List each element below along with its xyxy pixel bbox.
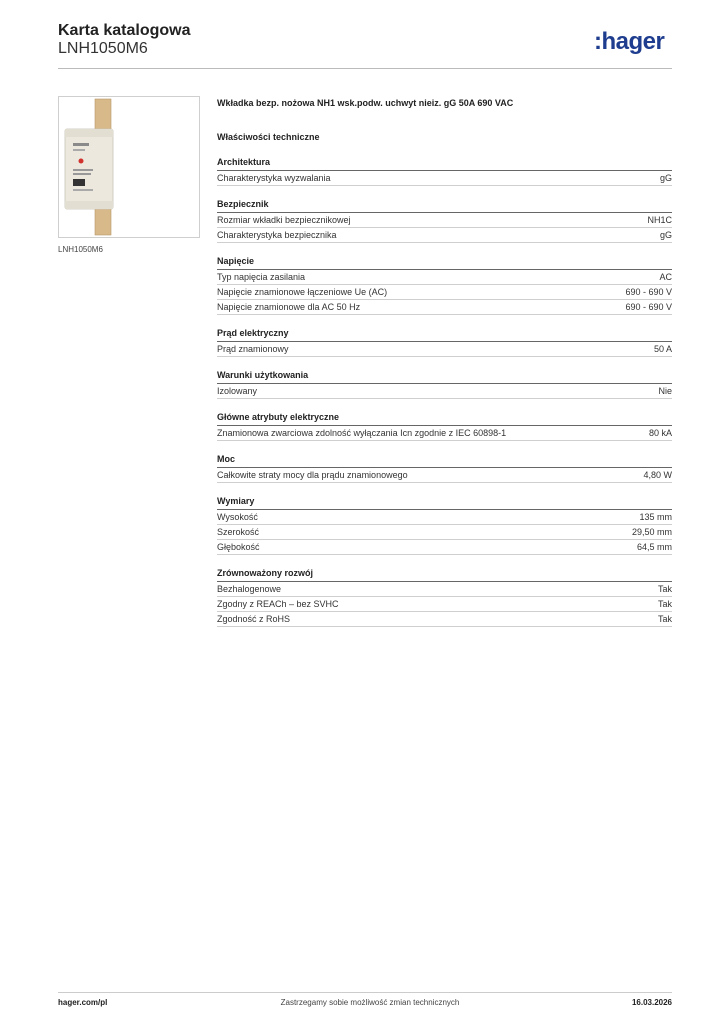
property-value: 4,80 W [643,470,672,480]
property-row [217,285,672,300]
group-title: Napięcie [217,255,672,270]
property-label: Wysokość [217,512,258,522]
property-value: 690 - 690 V [625,287,672,297]
group-title: Bezpiecznik [217,198,672,213]
property-label: Charakterystyka bezpiecznika [217,230,337,240]
property-label: Bezhalogenowe [217,584,282,594]
property-value: NH1C [647,215,672,225]
property-row [217,171,672,186]
section-title: Właściwości techniczne [217,132,320,142]
property-label: Zgodny z REACh – bez SVHC [217,599,339,609]
property-label: Prąd znamionowy [217,344,289,354]
group-title: Główne atrybuty elektryczne [217,411,672,426]
group-title: Warunki użytkowania [217,369,672,384]
property-row [217,510,672,525]
product-description: Wkładka bezp. nożowa NH1 wsk.podw. uchwyt nieiz. gG 50A 690 VAC [217,98,514,108]
property-row [217,597,672,612]
property-value: 50 A [653,344,672,354]
property-row [217,213,672,228]
property-label: Napięcie znamionowe dla AC 50 Hz [217,302,361,312]
property-row [217,540,672,555]
header-divider [58,68,672,69]
property-label: Typ napięcia zasilania [217,272,306,282]
property-value: gG [659,173,672,183]
page-title: Karta katalogowa [58,22,191,39]
property-label: Szerokość [217,527,260,537]
property-value: 29,50 mm [631,527,672,537]
product-image [58,96,200,238]
group-title: Zrównoważony rozwój [217,567,672,582]
property-label: Rozmiar wkładki bezpiecznikowej [217,215,351,225]
product-code: LNH1050M6 [58,40,148,57]
property-value: Tak [657,584,672,594]
footer-disclaimer: Zastrzegamy sobie możliwość zmian technicznych [280,998,460,1007]
property-value: 64,5 mm [636,542,672,552]
property-row [217,525,672,540]
property-row [217,384,672,399]
property-value: Nie [658,386,672,396]
property-row [217,468,672,483]
group-title: Moc [217,453,672,468]
footer-website-link[interactable]: hager.com/pl [58,998,108,1007]
property-label: Zgodność z RoHS [217,614,291,624]
property-row [217,342,672,357]
property-value: AC [659,272,672,282]
property-row [217,228,672,243]
property-value: gG [659,230,672,240]
property-label: Głębokość [217,542,260,552]
image-caption: LNH1050M6 [58,245,103,254]
property-value: 690 - 690 V [625,302,672,312]
property-label: Charakterystyka wyzwalania [217,173,331,183]
fuse-icon [59,97,199,237]
hager-logo[interactable]: :hager [594,28,665,55]
property-label: Napięcie znamionowe łączeniowe Ue (AC) [217,287,388,297]
footer-divider [58,992,672,993]
property-row [217,270,672,285]
technical-properties [217,96,672,627]
property-row [217,612,672,627]
property-value: Tak [657,599,672,609]
property-row [217,582,672,597]
group-title: Prąd elektryczny [217,327,672,342]
property-value: 80 kA [648,428,672,438]
property-label: Całkowite straty mocy dla prądu znamionowego [217,470,408,480]
footer-date: 16.03.2026 [631,998,672,1007]
group-title: Architektura [217,156,672,171]
property-row [217,426,672,441]
property-label: Izolowany [217,386,258,396]
property-groups [217,156,672,627]
group-title: Wymiary [217,495,672,510]
property-value: 135 mm [639,512,672,522]
property-row [217,300,672,315]
property-value: Tak [657,614,672,624]
property-label: Znamionowa zwarciowa zdolność wyłączania Icn zgodnie z IEC 60898-1 [217,428,507,438]
